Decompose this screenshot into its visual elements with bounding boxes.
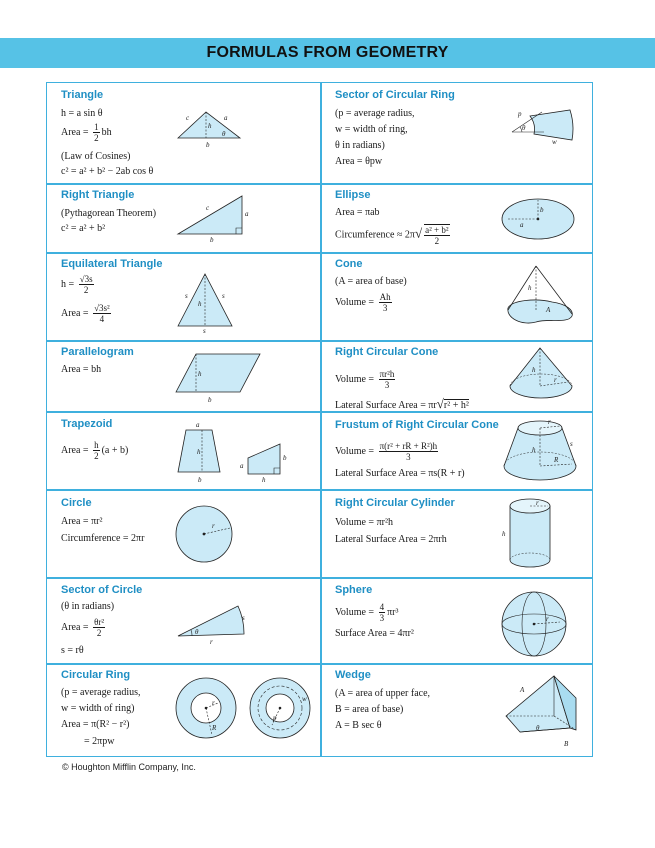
- circular-ring-figure: [174, 675, 316, 741]
- svg-text:p: p: [273, 714, 277, 722]
- svg-text:θ: θ: [195, 628, 199, 636]
- svg-text:h: h: [262, 476, 266, 484]
- triangle-figure: [172, 106, 247, 148]
- svg-text:a: a: [245, 210, 249, 218]
- svg-text:θ: θ: [522, 124, 526, 132]
- formula: Area = πr²: [61, 516, 103, 527]
- svg-text:r: r: [210, 638, 213, 646]
- svg-text:r: r: [546, 615, 549, 623]
- sphere-figure: [500, 590, 570, 660]
- formula: w = width of ring): [61, 703, 135, 714]
- formula: (p = average radius,: [61, 687, 141, 698]
- section-title: Right Circular Cylinder: [335, 497, 455, 509]
- circle-figure: [172, 502, 236, 566]
- section-title: Wedge: [335, 669, 371, 681]
- svg-text:c: c: [206, 204, 210, 212]
- svg-text:a: a: [196, 421, 200, 429]
- formula: Area = bh: [61, 364, 102, 375]
- section-title: Sphere: [335, 584, 373, 596]
- row-divider: [46, 340, 593, 342]
- formula: Surface Area = 4πr²: [335, 628, 414, 639]
- sector-figure: [172, 598, 254, 648]
- formula: Volume = $\frac{\text{π(r² + rR + R²)h}}{3}$: [335, 441, 438, 462]
- parallelogram-figure: [172, 350, 264, 406]
- formula: Circumference ≈ 2π√ $\frac{\text{a² + b²}}{2}$: [335, 225, 449, 246]
- svg-text:b: b: [206, 141, 210, 148]
- frustum-figure: [500, 416, 582, 486]
- svg-text:a: a: [520, 221, 524, 229]
- row-divider: [46, 411, 593, 413]
- formula: (A = area of upper face,: [335, 688, 431, 699]
- svg-text:A: A: [546, 306, 551, 314]
- svg-text:b: b: [283, 454, 287, 462]
- cylinder-figure: [500, 496, 560, 574]
- svg-text:h: h: [197, 448, 201, 456]
- svg-text:s: s: [203, 327, 206, 334]
- svg-text:A: A: [520, 686, 525, 694]
- svg-text:h: h: [528, 284, 532, 292]
- formula: Lateral Surface Area = 2πrh: [335, 534, 447, 545]
- formula: Area = $\frac{1}{2}$ bh: [61, 122, 112, 143]
- formula: Volume = $\frac{\text{πr²h}}{3}$: [335, 369, 395, 390]
- svg-text:a: a: [224, 114, 228, 122]
- row-divider: [46, 183, 593, 185]
- section-title: Sector of Circular Ring: [335, 89, 455, 101]
- section-title: Right Triangle: [61, 189, 135, 201]
- formula: Volume = πr²h: [335, 517, 393, 528]
- svg-text:b: b: [208, 396, 212, 404]
- formula: Lateral Surface Area = πs(R + r): [335, 468, 465, 479]
- section-title: Trapezoid: [61, 418, 113, 430]
- formula: h = $\frac{√3s}{2}$: [61, 274, 93, 295]
- section-title: Cone: [335, 258, 363, 270]
- page-title: FORMULAS FROM GEOMETRY: [206, 44, 449, 61]
- right-cone-figure: [506, 346, 578, 406]
- copyright-footer: © Houghton Mifflin Company, Inc.: [62, 762, 196, 772]
- svg-text:h: h: [502, 530, 506, 538]
- formula: Area = $\frac{\text{√3s²}}{4}$: [61, 303, 110, 324]
- formula: c² = a² + b²: [61, 223, 106, 234]
- formula: A = B sec θ: [335, 720, 382, 731]
- svg-text:s: s: [570, 440, 573, 448]
- svg-text:B: B: [564, 740, 569, 748]
- svg-text:h: h: [198, 300, 202, 308]
- svg-text:h: h: [208, 122, 212, 130]
- formula: Volume = $\frac{4}{3}$ πr³: [335, 602, 399, 623]
- svg-text:p: p: [518, 110, 522, 118]
- svg-text:s: s: [242, 614, 245, 622]
- formula: Circumference = 2πr: [61, 533, 145, 544]
- cone-figure: [502, 262, 582, 330]
- formula: Lateral Surface Area = πr√r² + h²: [335, 396, 469, 411]
- formula: (θ in radians): [61, 601, 115, 612]
- title-banner: [0, 38, 655, 68]
- section-title: Circle: [61, 497, 92, 509]
- svg-text:w: w: [552, 138, 557, 146]
- svg-text:r: r: [212, 522, 215, 530]
- svg-text:a: a: [240, 462, 244, 470]
- section-title: Right Circular Cone: [335, 346, 439, 358]
- formula: Area = π(R² − r²): [61, 719, 130, 730]
- formula: c² = a² + b² − 2ab cos θ: [61, 166, 154, 177]
- svg-text:R: R: [554, 456, 559, 464]
- formula: (A = area of base): [335, 276, 407, 287]
- formula: h = a sin θ: [61, 108, 103, 119]
- section-title: Equilateral Triangle: [61, 258, 163, 270]
- section-title: Sector of Circle: [61, 584, 143, 596]
- formula: w = width of ring,: [335, 124, 408, 135]
- svg-text:θ: θ: [536, 724, 540, 732]
- ellipse-figure: [500, 196, 580, 242]
- section-title: Parallelogram: [61, 346, 134, 358]
- svg-text:b: b: [210, 236, 214, 244]
- svg-text:s: s: [222, 292, 225, 300]
- row-divider: [46, 252, 593, 254]
- equilateral-triangle-figure: [172, 268, 242, 334]
- svg-text:r: r: [212, 699, 215, 707]
- row-divider: [46, 577, 593, 579]
- formula: (Law of Cosines): [61, 151, 131, 162]
- right-triangle-figure: [172, 192, 252, 244]
- formula: Area = $\frac{h}{2}$ (a + b): [61, 440, 129, 461]
- svg-text:c: c: [186, 114, 190, 122]
- svg-text:r: r: [548, 418, 551, 426]
- svg-text:r: r: [536, 499, 539, 507]
- formula: B = area of base): [335, 704, 404, 715]
- svg-text:h: h: [532, 446, 536, 454]
- section-title: Triangle: [61, 89, 104, 101]
- section-title: Ellipse: [335, 189, 371, 201]
- formula: Area = $\frac{\text{θr²}}{2}$: [61, 617, 105, 638]
- formula: (p = average radius,: [335, 108, 415, 119]
- formula: Volume = $\frac{Ah}{3}$: [335, 292, 391, 313]
- svg-text:w: w: [302, 695, 307, 703]
- svg-text:b: b: [540, 206, 544, 214]
- svg-text:R: R: [212, 724, 217, 732]
- formula: θ in radians): [335, 140, 385, 151]
- svg-text:r: r: [554, 376, 557, 384]
- svg-text:θ: θ: [222, 130, 226, 138]
- row-divider: [46, 489, 593, 491]
- formula: = 2πpw: [84, 736, 115, 747]
- svg-text:h: h: [198, 370, 202, 378]
- formula: s = rθ: [61, 645, 84, 656]
- formula: Area = πab: [335, 207, 380, 218]
- row-divider: [46, 663, 593, 665]
- svg-text:s: s: [185, 292, 188, 300]
- sector-ring-figure: [504, 104, 580, 150]
- section-title: Frustum of Right Circular Cone: [335, 419, 499, 431]
- formula: (Pythagorean Theorem): [61, 208, 157, 219]
- svg-text:h: h: [532, 366, 536, 374]
- svg-text:b: b: [198, 476, 202, 484]
- section-title: Circular Ring: [61, 669, 131, 681]
- trapezoid-figure: [172, 420, 302, 484]
- wedge-figure: [500, 670, 582, 750]
- formula: Area = θpw: [335, 156, 383, 167]
